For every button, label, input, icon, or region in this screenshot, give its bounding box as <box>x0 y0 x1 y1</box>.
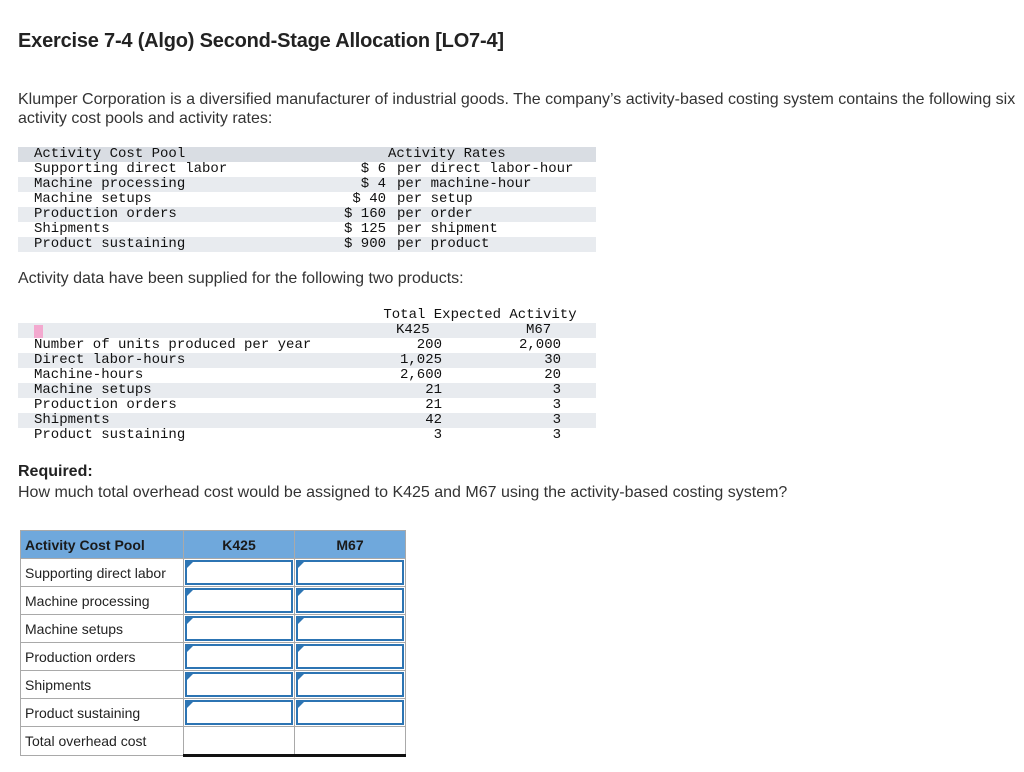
activity-data-table <box>18 308 596 443</box>
activity-rates-table <box>18 147 596 252</box>
rates-row-pool: Machine setups <box>34 191 152 207</box>
grid-header-k425: K425 <box>184 531 295 559</box>
answer-row <box>21 587 406 615</box>
activity-row-m67: 3 <box>552 382 561 398</box>
activity-row-m67: 3 <box>552 397 561 413</box>
input-flag-icon <box>186 701 194 709</box>
activity-row <box>18 368 596 383</box>
m67-input-cell[interactable] <box>295 587 406 615</box>
activity-row-m67: 3 <box>552 412 561 428</box>
answer-row <box>21 699 406 727</box>
answer-row-label: Product sustaining <box>21 699 184 727</box>
rates-row <box>18 192 596 207</box>
required-label: Required: <box>18 463 93 480</box>
answer-grid-header <box>21 531 406 559</box>
answer-row-label: Shipments <box>21 671 184 699</box>
required-question: How much total overhead cost would be assigned to K425 and M67 using the activity-based costing system? <box>18 484 788 501</box>
rates-row-unit: per shipment <box>397 221 498 237</box>
rates-row <box>18 207 596 222</box>
k425-input-cell[interactable] <box>184 587 295 615</box>
activity-row-m67: 30 <box>544 352 561 368</box>
activity-row <box>18 413 596 428</box>
activity-group-header-row <box>18 308 596 323</box>
activity-row-k425: 42 <box>425 412 442 428</box>
m67-input-cell[interactable] <box>295 615 406 643</box>
activity-row-label: Shipments <box>34 412 110 428</box>
input-flag-icon <box>297 589 305 597</box>
rates-row-pool: Shipments <box>34 221 110 237</box>
input-flag-icon <box>186 617 194 625</box>
m67-input-cell[interactable] <box>295 699 406 727</box>
k425-input-cell[interactable] <box>184 699 295 727</box>
input-flag-icon <box>297 701 305 709</box>
rates-row-unit: per order <box>397 206 473 222</box>
answer-row-label: Machine processing <box>21 587 184 615</box>
rates-row-unit: per product <box>397 236 490 252</box>
activity-col-k425: K425 <box>396 322 430 338</box>
activity-row-k425: 1,025 <box>399 352 442 368</box>
input-flag-icon <box>297 561 305 569</box>
m67-input-cell[interactable] <box>295 643 406 671</box>
input-flag-icon <box>297 673 305 681</box>
activity-subheader-row <box>18 323 596 338</box>
activity-row-k425: 2,600 <box>399 367 442 383</box>
rates-header-row <box>18 147 596 162</box>
rates-row-amount: $ 6 <box>360 161 386 177</box>
activity-row-m67: 20 <box>544 367 561 383</box>
rates-row-amount: $ 900 <box>343 236 386 252</box>
answer-row <box>21 671 406 699</box>
grid-header-pool: Activity Cost Pool <box>21 531 184 559</box>
answer-row <box>21 615 406 643</box>
rates-row-amount: $ 125 <box>343 221 386 237</box>
grid-header-m67: M67 <box>295 531 406 559</box>
activity-row <box>18 428 596 443</box>
activity-row <box>18 338 596 353</box>
m67-input-cell[interactable] <box>295 559 406 587</box>
rates-row-amount: $ 160 <box>343 206 386 222</box>
k425-input-cell[interactable] <box>184 671 295 699</box>
rates-row <box>18 222 596 237</box>
rates-row <box>18 162 596 177</box>
answer-row <box>21 643 406 671</box>
rates-row-pool: Product sustaining <box>34 236 186 252</box>
k425-input-cell[interactable] <box>184 559 295 587</box>
activity-row-label: Direct labor-hours <box>34 352 186 368</box>
rates-row-unit: per setup <box>397 191 473 207</box>
intro-paragraph: Klumper Corporation is a diversified manufacturer of industrial goods. The company’s activity-based costing system contains the following six activity cost pools and activity rates: <box>18 91 1016 127</box>
input-flag-icon <box>186 561 194 569</box>
input-flag-icon <box>297 617 305 625</box>
k425-input-cell[interactable] <box>184 615 295 643</box>
activity-data-intro: Activity data have been supplied for the following two products: <box>18 270 464 287</box>
activity-row-label: Machine-hours <box>34 367 144 383</box>
rates-row-amount: $ 40 <box>352 191 386 207</box>
activity-row <box>18 398 596 413</box>
input-flag-icon <box>186 673 194 681</box>
answer-total-row <box>21 727 406 756</box>
exercise-title: Exercise 7-4 (Algo) Second-Stage Allocation [LO7-4] <box>18 30 504 52</box>
activity-row-label: Product sustaining <box>34 427 186 443</box>
activity-row-m67: 3 <box>552 427 561 443</box>
rates-row-pool: Production orders <box>34 206 177 222</box>
rates-row-pool: Machine processing <box>34 176 186 192</box>
rates-header-rates: Activity Rates <box>388 146 506 162</box>
rates-row-unit: per direct labor-hour <box>397 161 574 177</box>
rates-header-pool: Activity Cost Pool <box>34 146 186 162</box>
rates-row <box>18 237 596 252</box>
answer-row-label: Supporting direct labor <box>21 559 184 587</box>
input-flag-icon <box>186 645 194 653</box>
activity-group-header: Total Expected Activity <box>381 308 579 324</box>
rates-row-amount: $ 4 <box>360 176 386 192</box>
rates-row-unit: per machine-hour <box>397 176 532 192</box>
activity-row-k425: 3 <box>433 427 442 443</box>
rates-row <box>18 177 596 192</box>
activity-row <box>18 353 596 368</box>
input-flag-icon <box>186 589 194 597</box>
answer-row-label: Machine setups <box>21 615 184 643</box>
activity-row-m67: 2,000 <box>518 337 561 353</box>
activity-col-m67: M67 <box>526 322 552 338</box>
k425-total-cell <box>184 727 295 756</box>
activity-row-label: Machine setups <box>34 382 152 398</box>
activity-row-k425: 21 <box>425 397 442 413</box>
m67-total-cell <box>295 727 406 756</box>
activity-row <box>18 383 596 398</box>
rates-row-pool: Supporting direct labor <box>34 161 228 177</box>
m67-input-cell[interactable] <box>295 671 406 699</box>
activity-row-label: Production orders <box>34 397 177 413</box>
k425-input-cell[interactable] <box>184 643 295 671</box>
answer-row <box>21 559 406 587</box>
total-overhead-label: Total overhead cost <box>21 727 184 756</box>
activity-row-label: Number of units produced per year <box>34 337 312 353</box>
activity-row-k425: 200 <box>416 337 442 353</box>
activity-row-k425: 21 <box>425 382 442 398</box>
answer-grid <box>20 530 406 757</box>
answer-row-label: Production orders <box>21 643 184 671</box>
input-flag-icon <box>297 645 305 653</box>
